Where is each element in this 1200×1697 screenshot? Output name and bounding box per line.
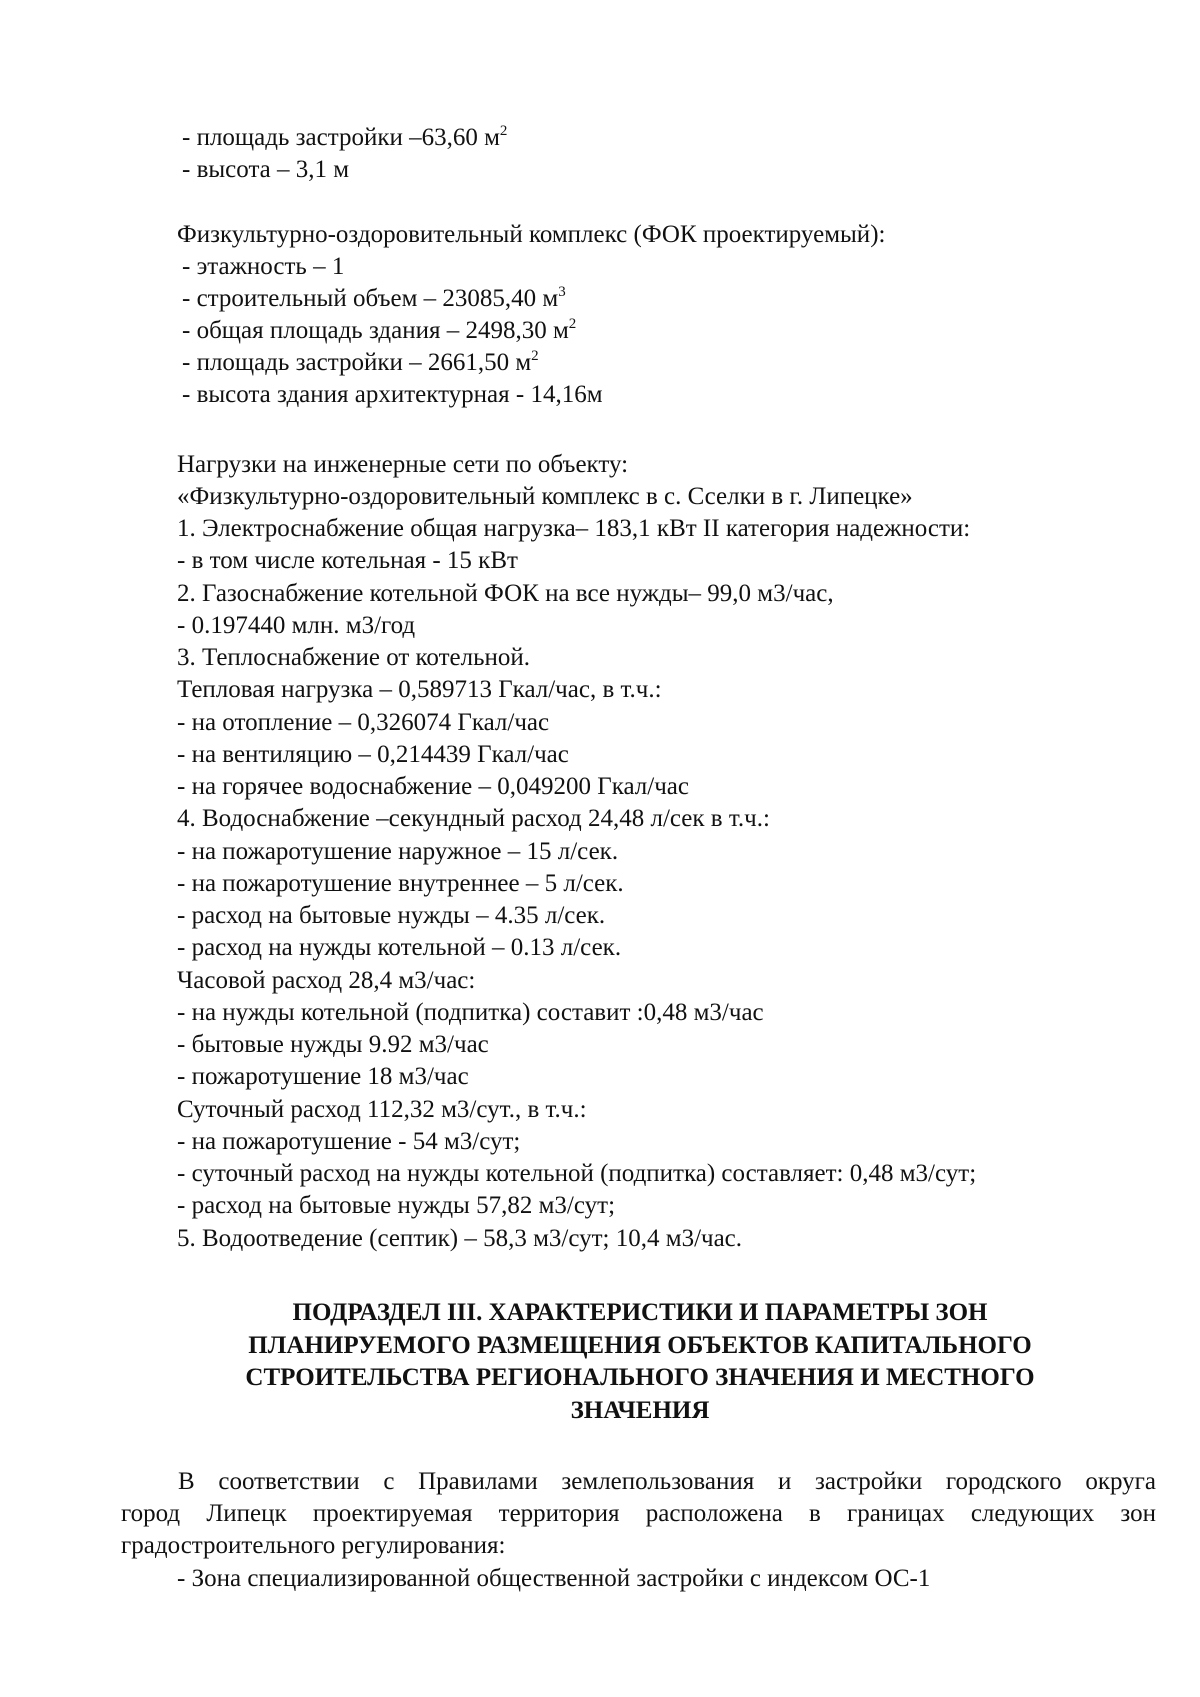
para-line: город Липецк проектируемая территория расположена в границах следующих зон	[121, 1500, 1156, 1527]
loads-line: - бытовые нужды 9.92 м3/час	[177, 1031, 489, 1058]
fok-building-area	[182, 347, 539, 379]
fok-floors: - этажность – 1	[182, 253, 345, 280]
fok-arch-height: - высота здания архитектурная - 14,16м	[182, 381, 603, 408]
zone-item: - Зона специализированной общественной застройки с индексом ОС-1	[177, 1565, 931, 1592]
loads-line: - расход на нужды котельной – 0.13 л/сек.	[177, 934, 622, 961]
loads-line: - на вентиляцию – 0,214439 Гкал/час	[177, 741, 569, 768]
fok-building-area-sup: 2	[531, 348, 539, 364]
loads-line: - расход на бытовые нужды 57,82 м3/сут;	[177, 1192, 616, 1219]
fok-total-area-text: - общая площадь здания – 2498,30 м	[182, 317, 569, 344]
fok-building-area-text: - площадь застройки – 2661,50 м	[182, 349, 532, 376]
loads-line: «Физкультурно-оздоровительный комплекс в с. Сселки в г. Липецке»	[177, 483, 913, 510]
area-sup: 2	[499, 123, 508, 139]
loads-line: - расход на бытовые нужды – 4.35 л/сек.	[177, 902, 606, 929]
fok-volume	[182, 283, 566, 315]
loads-line: Часовой расход 28,4 м3/час:	[177, 967, 476, 994]
loads-line: Нагрузки на инженерные сети по объекту:	[177, 451, 629, 478]
area-item	[182, 122, 507, 154]
loads-line: Тепловая нагрузка – 0,589713 Гкал/час, в т.ч.:	[177, 676, 662, 703]
loads-line: - пожаротушение 18 м3/час	[177, 1063, 469, 1090]
fok-volume-sup: 3	[558, 284, 566, 300]
heading-line: ПОДРАЗДЕЛ III. ХАРАКТЕРИСТИКИ И ПАРАМЕТРЫ ЗОН	[292, 1299, 988, 1326]
loads-line: 4. Водоснабжение –секундный расход 24,48 л/сек в т.ч.:	[177, 805, 770, 832]
loads-line: 3. Теплоснабжение от котельной.	[177, 644, 531, 671]
heading-line: ЗНАЧЕНИЯ	[570, 1397, 710, 1425]
heading-line: СТРОИТЕЛЬСТВА РЕГИОНАЛЬНОГО ЗНАЧЕНИЯ И МЕСТНОГО	[245, 1364, 1035, 1392]
fok-total-area	[182, 315, 576, 347]
fok-title: Физкультурно-оздоровительный комплекс (ФОК проектируемый):	[177, 221, 886, 248]
loads-line: 1. Электроснабжение общая нагрузка– 183,1 кВт II категория надежности:	[177, 515, 971, 542]
loads-line: - на пожаротушение - 54 м3/сут;	[177, 1128, 521, 1155]
fok-volume-text: - строительный объем – 23085,40 м	[182, 285, 559, 312]
loads-line: - на нужды котельной (подпитка) составит :0,48 м3/час	[177, 999, 764, 1026]
height-item: - высота – 3,1 м	[182, 156, 350, 183]
loads-line: - на отопление – 0,326074 Гкал/час	[177, 709, 550, 736]
loads-line: - в том числе котельная - 15 кВт	[177, 547, 518, 574]
para-line: градостроительного регулирования:	[121, 1532, 506, 1559]
loads-line: - на пожаротушение наружное – 15 л/сек.	[177, 838, 619, 865]
loads-line: - 0.197440 млн. м3/год	[177, 612, 416, 639]
loads-line: 2. Газоснабжение котельной ФОК на все нужды– 99,0 м3/час,	[177, 580, 834, 607]
loads-line: - на пожаротушение внутреннее – 5 л/сек.	[177, 870, 624, 897]
loads-line: - суточный расход на нужды котельной (подпитка) составляет: 0,48 м3/сут;	[177, 1160, 977, 1187]
heading-line: ПЛАНИРУЕМОГО РАЗМЕЩЕНИЯ ОБЪЕКТОВ КАПИТАЛЬНОГО	[248, 1331, 1032, 1359]
loads-line: Суточный расход 112,32 м3/сут., в т.ч.:	[177, 1096, 587, 1123]
section-heading	[120, 1297, 1160, 1428]
zones-paragraph	[121, 1466, 1156, 1562]
para-line: В соответствии с Правилами землепользования и застройки городского округа	[178, 1468, 1156, 1495]
fok-total-area-sup: 2	[568, 316, 577, 332]
loads-line: - на горячее водоснабжение – 0,049200 Гкал/час	[177, 773, 689, 800]
area-text: - площадь застройки –63,60 м	[182, 124, 500, 151]
loads-line: 5. Водоотведение (септик) – 58,3 м3/сут; 10,4 м3/час.	[177, 1225, 743, 1252]
